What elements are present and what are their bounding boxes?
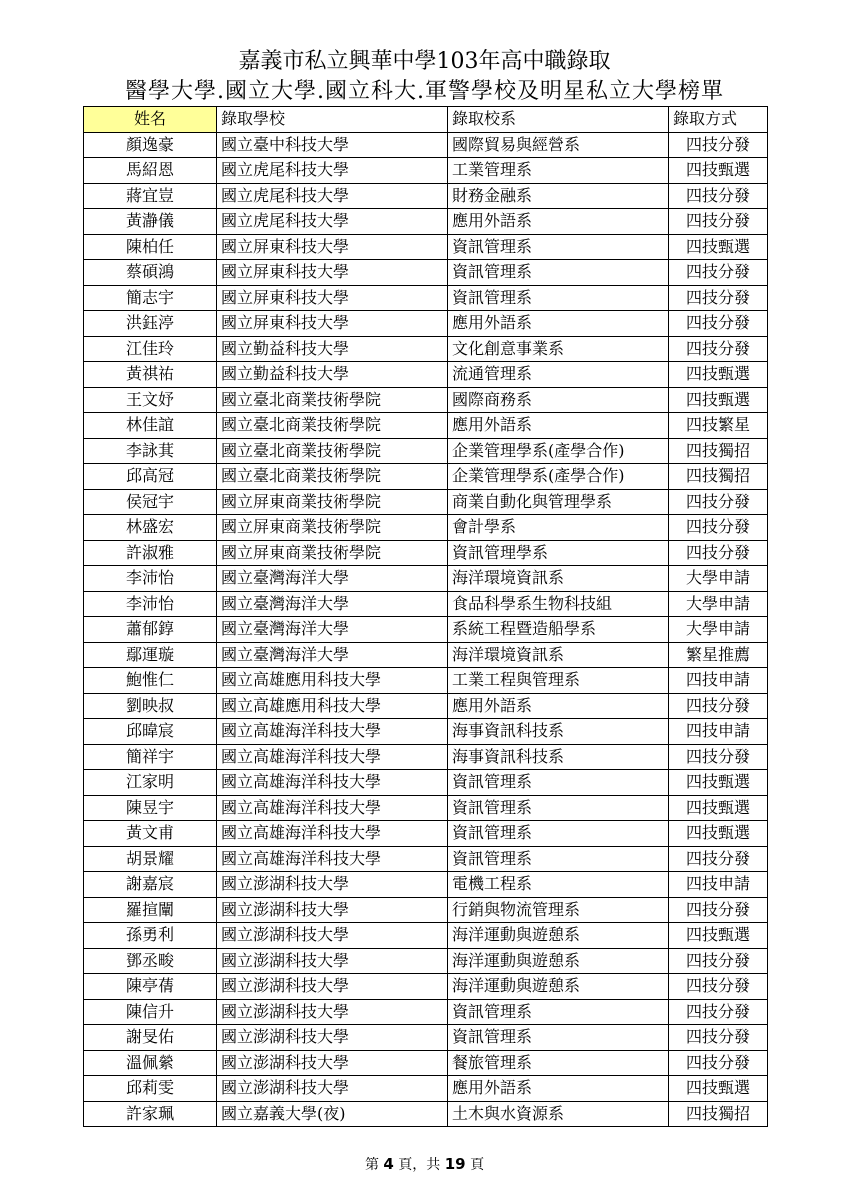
cell-name: 蔣宜豈	[84, 183, 217, 209]
table-row	[84, 617, 768, 643]
cell-dept: 海事資訊科技系	[448, 744, 669, 770]
cell-method: 四技繁星	[669, 413, 768, 439]
cell-school: 國立屏東商業技術學院	[217, 489, 448, 515]
cell-dept: 食品科學系生物科技組	[448, 591, 669, 617]
cell-method: 四技申請	[669, 719, 768, 745]
cell-method: 四技分發	[669, 260, 768, 286]
cell-dept: 行銷與物流管理系	[448, 897, 669, 923]
table-row	[84, 515, 768, 541]
cell-school: 國立高雄海洋科技大學	[217, 795, 448, 821]
cell-method: 四技分發	[669, 183, 768, 209]
cell-school: 國立臺北商業技術學院	[217, 387, 448, 413]
footer-prefix: 第	[364, 1157, 379, 1173]
table-row	[84, 744, 768, 770]
cell-method: 四技甄選	[669, 1076, 768, 1102]
cell-name: 侯冠宇	[84, 489, 217, 515]
admission-table	[83, 106, 768, 1127]
cell-school: 國立高雄應用科技大學	[217, 693, 448, 719]
cell-name: 李沛怡	[84, 566, 217, 592]
cell-dept: 工業管理系	[448, 158, 669, 184]
cell-name: 蕭郁錞	[84, 617, 217, 643]
cell-school: 國立高雄海洋科技大學	[217, 719, 448, 745]
cell-school: 國立屏東科技大學	[217, 311, 448, 337]
cell-dept: 文化創意事業系	[448, 336, 669, 362]
cell-school: 國立澎湖科技大學	[217, 1025, 448, 1051]
cell-method: 四技分發	[669, 999, 768, 1025]
table-header-row	[84, 107, 768, 133]
cell-method: 四技分發	[669, 311, 768, 337]
table-row	[84, 1101, 768, 1127]
cell-name: 鮑惟仁	[84, 668, 217, 694]
page-footer	[0, 1154, 849, 1174]
cell-dept: 海事資訊科技系	[448, 719, 669, 745]
cell-method: 四技分發	[669, 489, 768, 515]
table-row	[84, 999, 768, 1025]
cell-school: 國立臺中科技大學	[217, 132, 448, 158]
cell-dept: 資訊管理系	[448, 1025, 669, 1051]
cell-school: 國立高雄海洋科技大學	[217, 744, 448, 770]
cell-dept: 工業工程與管理系	[448, 668, 669, 694]
cell-name: 謝嘉宸	[84, 872, 217, 898]
cell-school: 國立澎湖科技大學	[217, 1050, 448, 1076]
cell-dept: 土木與水資源系	[448, 1101, 669, 1127]
header-school: 錄取學校	[217, 107, 448, 133]
cell-name: 劉映叔	[84, 693, 217, 719]
cell-method: 大學申請	[669, 617, 768, 643]
cell-dept: 海洋環境資訊系	[448, 642, 669, 668]
cell-name: 謝旻佑	[84, 1025, 217, 1051]
cell-name: 馬紹恩	[84, 158, 217, 184]
cell-method: 四技分發	[669, 974, 768, 1000]
table-row	[84, 489, 768, 515]
cell-school: 國立澎湖科技大學	[217, 999, 448, 1025]
cell-name: 邱高冠	[84, 464, 217, 490]
cell-name: 陳亭蒨	[84, 974, 217, 1000]
cell-school: 國立屏東科技大學	[217, 260, 448, 286]
footer-mid: 頁，共	[398, 1157, 441, 1173]
table-row	[84, 693, 768, 719]
cell-dept: 國際貿易與經營系	[448, 132, 669, 158]
cell-dept: 資訊管理系	[448, 846, 669, 872]
cell-method: 四技甄選	[669, 770, 768, 796]
cell-dept: 企業管理學系(產學合作)	[448, 438, 669, 464]
cell-name: 鄧丞畯	[84, 948, 217, 974]
cell-dept: 資訊管理系	[448, 821, 669, 847]
cell-method: 四技分發	[669, 540, 768, 566]
cell-dept: 海洋環境資訊系	[448, 566, 669, 592]
cell-method: 四技申請	[669, 668, 768, 694]
cell-dept: 海洋運動與遊憩系	[448, 923, 669, 949]
cell-school: 國立高雄應用科技大學	[217, 668, 448, 694]
cell-method: 四技獨招	[669, 464, 768, 490]
header-dept: 錄取校系	[448, 107, 669, 133]
table-row	[84, 132, 768, 158]
cell-name: 陳昱宇	[84, 795, 217, 821]
table-row	[84, 948, 768, 974]
table-row	[84, 311, 768, 337]
header-name: 姓名	[84, 107, 217, 133]
cell-school: 國立虎尾科技大學	[217, 183, 448, 209]
cell-method: 四技甄選	[669, 387, 768, 413]
cell-school: 國立屏東科技大學	[217, 234, 448, 260]
cell-school: 國立高雄海洋科技大學	[217, 846, 448, 872]
cell-method: 四技甄選	[669, 158, 768, 184]
cell-method: 四技甄選	[669, 923, 768, 949]
header-method: 錄取方式	[669, 107, 768, 133]
cell-name: 李詠萁	[84, 438, 217, 464]
cell-method: 繁星推薦	[669, 642, 768, 668]
cell-dept: 資訊管理系	[448, 260, 669, 286]
cell-dept: 海洋運動與遊憩系	[448, 948, 669, 974]
cell-name: 鄢運璇	[84, 642, 217, 668]
cell-dept: 電機工程系	[448, 872, 669, 898]
cell-dept: 資訊管理學系	[448, 540, 669, 566]
table-row	[84, 158, 768, 184]
cell-dept: 財務金融系	[448, 183, 669, 209]
cell-method: 大學申請	[669, 591, 768, 617]
cell-school: 國立澎湖科技大學	[217, 872, 448, 898]
cell-method: 四技甄選	[669, 234, 768, 260]
table-row	[84, 1076, 768, 1102]
table-row	[84, 387, 768, 413]
cell-name: 許淑雅	[84, 540, 217, 566]
cell-name: 王文妤	[84, 387, 217, 413]
cell-method: 四技分發	[669, 897, 768, 923]
table-row	[84, 336, 768, 362]
cell-dept: 企業管理學系(產學合作)	[448, 464, 669, 490]
cell-name: 胡景耀	[84, 846, 217, 872]
cell-school: 國立澎湖科技大學	[217, 948, 448, 974]
cell-school: 國立澎湖科技大學	[217, 897, 448, 923]
cell-method: 四技分發	[669, 515, 768, 541]
cell-method: 四技分發	[669, 285, 768, 311]
table-row	[84, 770, 768, 796]
cell-name: 李沛怡	[84, 591, 217, 617]
table-row	[84, 719, 768, 745]
cell-school: 國立勤益科技大學	[217, 336, 448, 362]
cell-method: 四技獨招	[669, 1101, 768, 1127]
cell-method: 四技分發	[669, 948, 768, 974]
cell-name: 邱莉雯	[84, 1076, 217, 1102]
cell-method: 大學申請	[669, 566, 768, 592]
cell-dept: 資訊管理系	[448, 285, 669, 311]
cell-school: 國立虎尾科技大學	[217, 209, 448, 235]
table-row	[84, 1050, 768, 1076]
cell-method: 四技分發	[669, 693, 768, 719]
cell-school: 國立臺北商業技術學院	[217, 438, 448, 464]
cell-dept: 系統工程暨造船學系	[448, 617, 669, 643]
cell-school: 國立澎湖科技大學	[217, 1076, 448, 1102]
table-row	[84, 413, 768, 439]
cell-school: 國立屏東商業技術學院	[217, 515, 448, 541]
cell-school: 國立臺北商業技術學院	[217, 413, 448, 439]
table-row	[84, 923, 768, 949]
cell-school: 國立臺灣海洋大學	[217, 642, 448, 668]
cell-school: 國立臺灣海洋大學	[217, 617, 448, 643]
cell-dept: 流通管理系	[448, 362, 669, 388]
cell-name: 羅揎闡	[84, 897, 217, 923]
cell-dept: 國際商務系	[448, 387, 669, 413]
table-row	[84, 821, 768, 847]
cell-name: 江佳玲	[84, 336, 217, 362]
cell-dept: 應用外語系	[448, 693, 669, 719]
cell-method: 四技分發	[669, 1050, 768, 1076]
table-row	[84, 183, 768, 209]
cell-name: 林佳誼	[84, 413, 217, 439]
cell-method: 四技甄選	[669, 362, 768, 388]
cell-name: 黃瀞儀	[84, 209, 217, 235]
table-row	[84, 285, 768, 311]
cell-school: 國立澎湖科技大學	[217, 974, 448, 1000]
cell-name: 黃文甫	[84, 821, 217, 847]
cell-dept: 資訊管理系	[448, 795, 669, 821]
table-row	[84, 464, 768, 490]
table-row	[84, 872, 768, 898]
cell-method: 四技申請	[669, 872, 768, 898]
cell-dept: 商業自動化與管理學系	[448, 489, 669, 515]
cell-name: 簡祥宇	[84, 744, 217, 770]
cell-method: 四技分發	[669, 209, 768, 235]
cell-dept: 資訊管理系	[448, 234, 669, 260]
table-row	[84, 795, 768, 821]
table-row	[84, 974, 768, 1000]
cell-name: 蔡碩鴻	[84, 260, 217, 286]
cell-dept: 應用外語系	[448, 311, 669, 337]
cell-dept: 應用外語系	[448, 413, 669, 439]
table-row	[84, 591, 768, 617]
cell-dept: 資訊管理系	[448, 770, 669, 796]
table-row	[84, 209, 768, 235]
table-row	[84, 668, 768, 694]
table-row	[84, 234, 768, 260]
cell-method: 四技分發	[669, 846, 768, 872]
cell-method: 四技獨招	[669, 438, 768, 464]
cell-school: 國立屏東商業技術學院	[217, 540, 448, 566]
document-title-line1: 嘉義市私立興華中學103年高中職錄取	[238, 49, 611, 74]
cell-name: 林盛宏	[84, 515, 217, 541]
cell-name: 洪鈺渟	[84, 311, 217, 337]
cell-method: 四技分發	[669, 336, 768, 362]
cell-name: 孫勇利	[84, 923, 217, 949]
table-row	[84, 897, 768, 923]
cell-school: 國立臺北商業技術學院	[217, 464, 448, 490]
cell-name: 江家明	[84, 770, 217, 796]
cell-school: 國立澎湖科技大學	[217, 923, 448, 949]
cell-school: 國立嘉義大學(夜)	[217, 1101, 448, 1127]
table-row	[84, 260, 768, 286]
cell-school: 國立虎尾科技大學	[217, 158, 448, 184]
cell-dept: 會計學系	[448, 515, 669, 541]
cell-name: 陳信升	[84, 999, 217, 1025]
cell-name: 邱暐宸	[84, 719, 217, 745]
table-row	[84, 846, 768, 872]
cell-dept: 餐旅管理系	[448, 1050, 669, 1076]
cell-school: 國立高雄海洋科技大學	[217, 770, 448, 796]
table-row	[84, 362, 768, 388]
document-title-line2: 醫學大學.國立大學.國立科大.軍警學校及明星私立大學榜單	[125, 79, 724, 104]
cell-method: 四技分發	[669, 1025, 768, 1051]
page-number: 4	[383, 1155, 394, 1173]
cell-dept: 應用外語系	[448, 1076, 669, 1102]
cell-name: 顏逸豪	[84, 132, 217, 158]
cell-name: 許家珮	[84, 1101, 217, 1127]
cell-name: 黃祺祐	[84, 362, 217, 388]
cell-school: 國立臺灣海洋大學	[217, 566, 448, 592]
table-row	[84, 642, 768, 668]
cell-school: 國立勤益科技大學	[217, 362, 448, 388]
total-pages: 19	[444, 1155, 466, 1173]
cell-school: 國立臺灣海洋大學	[217, 591, 448, 617]
cell-name: 溫佩縈	[84, 1050, 217, 1076]
footer-suffix: 頁	[470, 1157, 485, 1173]
table-row	[84, 540, 768, 566]
cell-school: 國立高雄海洋科技大學	[217, 821, 448, 847]
cell-method: 四技甄選	[669, 795, 768, 821]
table-row	[84, 566, 768, 592]
cell-dept: 資訊管理系	[448, 999, 669, 1025]
cell-name: 簡志宇	[84, 285, 217, 311]
table-row	[84, 438, 768, 464]
table-row	[84, 1025, 768, 1051]
cell-name: 陳柏任	[84, 234, 217, 260]
cell-dept: 應用外語系	[448, 209, 669, 235]
cell-method: 四技分發	[669, 132, 768, 158]
cell-method: 四技甄選	[669, 821, 768, 847]
cell-method: 四技分發	[669, 744, 768, 770]
cell-school: 國立屏東科技大學	[217, 285, 448, 311]
cell-dept: 海洋運動與遊憩系	[448, 974, 669, 1000]
